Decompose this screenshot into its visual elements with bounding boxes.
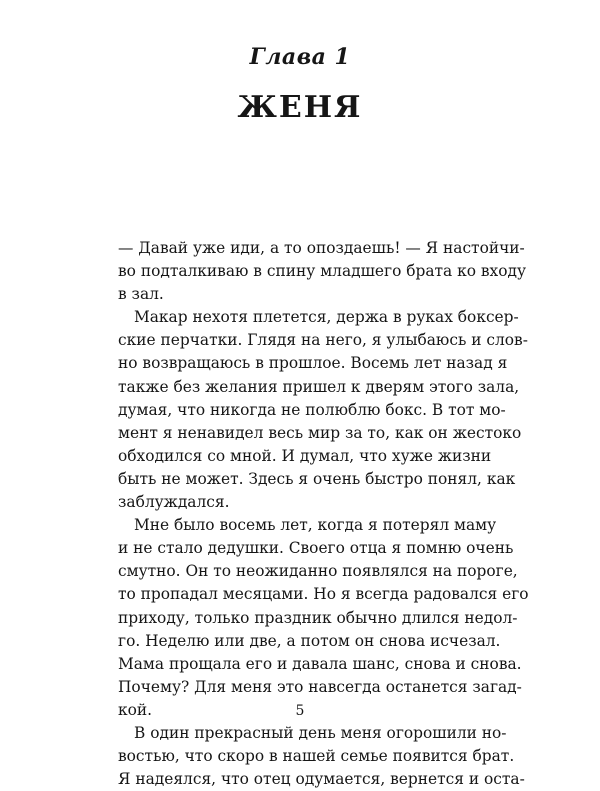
text-line: кой. (118, 700, 153, 719)
text-line: то пропадал месяцами. Но я всегда радовался его (118, 585, 529, 604)
text-line: Почему? Для меня это навсегда останется загад- (118, 677, 522, 696)
text-line: В один прекрасный день меня огорошили но- (134, 723, 507, 742)
text-line: и не стало дедушки. Своего отца я помню очень (118, 539, 514, 558)
text-line: востью, что скоро в нашей семье появится брат. (118, 747, 515, 766)
text-line: в зал. (118, 285, 164, 304)
text-line: обходился со мной. И думал, что хуже жизни (118, 446, 492, 465)
text-line: во подталкиваю в спину младшего брата ко входу (118, 262, 527, 281)
text-line: быть не может. Здесь я очень быстро понял, как (118, 469, 516, 488)
page-number: 5 (295, 703, 305, 719)
text-line: го. Неделю или две, а потом он снова исчезал. (118, 631, 501, 650)
chapter-label: Глава 1 (249, 44, 351, 70)
text-line: но возвращаюсь в прошлое. Восемь лет назад я (118, 354, 508, 373)
text-line: заблуждался. (118, 493, 230, 512)
text-line: Макар нехотя плетется, держа в руках боксер- (134, 308, 519, 327)
text-line: Мне было восемь лет, когда я потерял маму (134, 516, 497, 535)
text-line: Мама прощала его и давала шанс, снова и снова. (118, 654, 522, 673)
chapter-title: ЖЕНЯ (237, 90, 363, 125)
text-line: мент я ненавидел весь мир за то, как он жестоко (118, 423, 522, 442)
text-line: думая, что никогда не полюблю бокс. В тот мо- (118, 400, 506, 419)
text-line: Я надеялся, что отец одумается, вернется и оста- (118, 770, 525, 789)
text-line: также без желания пришел к дверям этого зала, (118, 377, 520, 396)
text-line: смутно. Он то неожиданно появлялся на пороге, (118, 562, 518, 581)
text-line: ские перчатки. Глядя на него, я улыбаюсь и слов- (118, 331, 528, 350)
text-line: приходу, только праздник обычно длился недол- (118, 608, 518, 627)
text-line: — Давай уже иди, а то опоздаешь! — Я настойчи- (118, 239, 525, 257)
